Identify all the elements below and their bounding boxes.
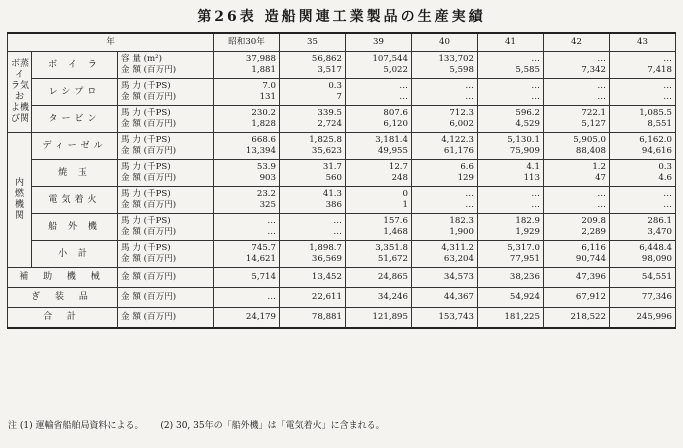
row-name: 船 外 機 [32, 214, 118, 241]
value: 4,529 [515, 119, 540, 129]
summary-value: 47,396 [544, 268, 610, 288]
value: 98,090 [641, 254, 672, 264]
value: … [597, 189, 606, 199]
value: 3,517 [317, 65, 342, 75]
value-cell [610, 160, 676, 187]
value: 36,569 [311, 254, 342, 264]
value-cell [478, 52, 544, 79]
summary-value: 245,996 [610, 308, 676, 328]
value-cell [610, 106, 676, 133]
value: … [663, 200, 672, 210]
value: 1,468 [383, 227, 408, 237]
summary-value: 34,246 [346, 288, 412, 308]
value: 51,672 [377, 254, 408, 264]
table-row [8, 214, 676, 241]
value-cell [478, 79, 544, 106]
value: 6,162.0 [639, 135, 672, 145]
value: … [531, 81, 540, 91]
value-cell [346, 106, 412, 133]
table-row [8, 79, 676, 106]
value: 1,929 [515, 227, 540, 237]
summary-value: 67,912 [544, 288, 610, 308]
group-label-line: よ機 [11, 103, 30, 113]
value-cell [214, 241, 280, 268]
value: 386 [325, 200, 342, 210]
item-label: 馬 力 (千PS) [121, 108, 171, 118]
value: … [465, 81, 474, 91]
summary-row [8, 308, 676, 328]
summary-value: 54,924 [478, 288, 544, 308]
header-row [8, 33, 676, 52]
value: 6,120 [383, 119, 408, 129]
row-items [118, 241, 214, 268]
item-label: 馬 力 (千PS) [121, 135, 171, 145]
value-cell [610, 52, 676, 79]
value: 47 [595, 173, 606, 183]
value: 325 [259, 200, 276, 210]
value: 182.9 [515, 216, 540, 226]
value-cell [214, 187, 280, 214]
value: 5,127 [581, 119, 606, 129]
value: 0.3 [328, 81, 342, 91]
year-header: 39 [346, 33, 412, 52]
value-cell [544, 160, 610, 187]
value: 4.6 [658, 173, 672, 183]
value-cell [346, 214, 412, 241]
value-cell [478, 187, 544, 214]
value: … [465, 189, 474, 199]
value: 6.6 [460, 162, 474, 172]
value-cell [478, 133, 544, 160]
value-cell [544, 187, 610, 214]
row-items [118, 187, 214, 214]
table-row [8, 133, 676, 160]
value: 5,022 [383, 65, 408, 75]
summary-item: 金 額 (百万円) [118, 308, 214, 328]
table-row [8, 106, 676, 133]
value: 49,955 [377, 146, 408, 156]
value: 88,408 [575, 146, 606, 156]
summary-label: ぎ 装 品 [8, 288, 118, 308]
value: 1,898.7 [309, 243, 342, 253]
value: 90,744 [575, 254, 606, 264]
value: … [399, 81, 408, 91]
item-label: 容 量 (m²) [121, 54, 162, 64]
value: 7 [336, 92, 342, 102]
summary-value: 77,346 [610, 288, 676, 308]
year-header: 41 [478, 33, 544, 52]
value: 745.7 [251, 243, 276, 253]
row-name: 電気着火 [32, 187, 118, 214]
value-cell [214, 214, 280, 241]
value: … [333, 227, 342, 237]
item-label: 金 額 (百万円) [121, 119, 177, 129]
value-cell [610, 214, 676, 241]
value-cell [214, 106, 280, 133]
value-cell [610, 79, 676, 106]
row-name: 焼 玉 [32, 160, 118, 187]
summary-value: 181,225 [478, 308, 544, 328]
item-label: 金 額 (百万円) [121, 200, 177, 210]
value-cell [544, 106, 610, 133]
item-label: 馬 力 (千PS) [121, 216, 171, 226]
value: 230.2 [251, 108, 276, 118]
value-cell [346, 160, 412, 187]
value-cell [544, 52, 610, 79]
footnote: 注 (1) 運輸省船舶局資料による。 [8, 421, 144, 431]
value: 131 [259, 92, 276, 102]
group-label-line: 内 [14, 178, 24, 188]
value-cell [412, 187, 478, 214]
table-title: 第26表 造船関連工業製品の生産実績 [197, 9, 486, 25]
value: 6,002 [449, 119, 474, 129]
summary-item: 金 額 (百万円) [118, 268, 214, 288]
value-cell [346, 187, 412, 214]
table-row [8, 241, 676, 268]
value: 35,623 [311, 146, 342, 156]
row-items [118, 106, 214, 133]
summary-row [8, 288, 676, 308]
value-cell [214, 160, 280, 187]
value: … [663, 92, 672, 102]
row-name: ディーゼル [32, 133, 118, 160]
value: 31.7 [322, 162, 342, 172]
value: 1 [402, 200, 408, 210]
value: … [597, 200, 606, 210]
value: … [531, 189, 540, 199]
value-cell [412, 241, 478, 268]
value: 129 [457, 173, 474, 183]
value: 1,825.8 [309, 135, 342, 145]
year-header: 43 [610, 33, 676, 52]
summary-label: 合 計 [8, 308, 118, 328]
value-cell [214, 133, 280, 160]
summary-value: 54,551 [610, 268, 676, 288]
item-label: 馬 力 (千PS) [121, 81, 171, 91]
row-items [118, 79, 214, 106]
value: 4.1 [526, 162, 540, 172]
value: 1,900 [449, 227, 474, 237]
year-header: 40 [412, 33, 478, 52]
value: 5,905.0 [573, 135, 606, 145]
value: … [663, 189, 672, 199]
summary-value: 13,452 [280, 268, 346, 288]
value: … [597, 92, 606, 102]
group-label-line: お [14, 92, 24, 102]
value-cell [214, 52, 280, 79]
value: 339.5 [317, 108, 342, 118]
value: 3,470 [647, 227, 672, 237]
value: 1,828 [251, 119, 276, 129]
summary-row [8, 268, 676, 288]
summary-value: 34,573 [412, 268, 478, 288]
value-cell [478, 160, 544, 187]
value-cell [544, 214, 610, 241]
value: 5,598 [449, 65, 474, 75]
value-cell [610, 133, 676, 160]
value: 6,116 [581, 243, 606, 253]
value: 209.8 [581, 216, 606, 226]
summary-label: 補 助 機 械 [8, 268, 118, 288]
value: 7.0 [262, 81, 276, 91]
value: 14,621 [245, 254, 276, 264]
value: 1,881 [251, 65, 276, 75]
value-cell [280, 52, 346, 79]
value: 2,724 [317, 119, 342, 129]
item-label: 金 額 (百万円) [121, 92, 177, 102]
value: … [333, 216, 342, 226]
value: 113 [523, 173, 540, 183]
value: 157.6 [383, 216, 408, 226]
row-items [118, 52, 214, 79]
value: 1.2 [592, 162, 606, 172]
value-cell [610, 241, 676, 268]
value: … [465, 200, 474, 210]
value: 94,616 [641, 146, 672, 156]
value: … [663, 54, 672, 64]
item-label: 金 額 (百万円) [121, 146, 177, 156]
value-cell [412, 160, 478, 187]
value: 248 [391, 173, 408, 183]
summary-item: 金 額 (百万円) [118, 288, 214, 308]
value: … [531, 92, 540, 102]
summary-value: 38,236 [478, 268, 544, 288]
value-cell [346, 52, 412, 79]
value: 4,122.3 [441, 135, 474, 145]
value: 1,085.5 [639, 108, 672, 118]
value: … [465, 92, 474, 102]
value: 668.6 [251, 135, 276, 145]
value: 286.1 [647, 216, 672, 226]
value: 63,204 [443, 254, 474, 264]
value-cell [280, 214, 346, 241]
item-label: 金 額 (百万円) [121, 173, 177, 183]
group-label-line: ボ蒸 [11, 59, 30, 69]
value-cell [280, 106, 346, 133]
group-label-line: イ [14, 70, 24, 80]
value: … [267, 227, 276, 237]
row-name: タービン [32, 106, 118, 133]
footnote: (2) 30, 35年の「船外機」は「電気着火」に含まれる。 [160, 421, 385, 431]
value-cell [478, 106, 544, 133]
table-row [8, 52, 676, 79]
value: 0 [402, 189, 408, 199]
group-label [8, 133, 32, 268]
value: 7,418 [647, 65, 672, 75]
item-label: 馬 力 (千PS) [121, 162, 171, 172]
value-cell [610, 187, 676, 214]
summary-value: 121,895 [346, 308, 412, 328]
item-label: 金 額 (百万円) [121, 65, 177, 75]
value: 560 [325, 173, 342, 183]
item-label: 馬 力 (千PS) [121, 243, 171, 253]
value: 182.3 [449, 216, 474, 226]
row-name: レシプロ [32, 79, 118, 106]
production-table [7, 32, 676, 329]
row-name: ボ イ ラ [32, 52, 118, 79]
group-label-line: 関 [14, 211, 24, 221]
footnotes [8, 418, 399, 431]
summary-value: … [214, 288, 280, 308]
value: 722.1 [581, 108, 606, 118]
value: 5,585 [515, 65, 540, 75]
value-cell [346, 79, 412, 106]
value: 12.7 [388, 162, 408, 172]
value: … [597, 81, 606, 91]
group-label-line: 燃 [14, 189, 24, 199]
value: … [597, 54, 606, 64]
value: … [531, 54, 540, 64]
value: 8,551 [647, 119, 672, 129]
value: 807.6 [383, 108, 408, 118]
value-cell [346, 133, 412, 160]
group-label [8, 52, 32, 133]
value-cell [412, 214, 478, 241]
table-body [8, 52, 676, 328]
value: … [399, 92, 408, 102]
value-cell [280, 79, 346, 106]
value-cell [412, 79, 478, 106]
value-cell [544, 133, 610, 160]
value: 75,909 [509, 146, 540, 156]
value: 712.3 [449, 108, 474, 118]
value: 77,951 [509, 254, 540, 264]
value: 4,311.2 [441, 243, 474, 253]
summary-value: 5,714 [214, 268, 280, 288]
value-cell [478, 214, 544, 241]
value: 133,702 [438, 54, 474, 64]
value: … [531, 200, 540, 210]
group-label-line: び関 [11, 114, 30, 124]
value: 5,130.1 [507, 135, 540, 145]
value: 37,988 [245, 54, 276, 64]
summary-value: 22,611 [280, 288, 346, 308]
value: 41.3 [322, 189, 342, 199]
year-header: 昭和30年 [214, 33, 280, 52]
value: 61,176 [443, 146, 474, 156]
value-cell [280, 160, 346, 187]
summary-value: 218,522 [544, 308, 610, 328]
table-row [8, 160, 676, 187]
value: 0.3 [658, 162, 672, 172]
summary-value: 153,743 [412, 308, 478, 328]
row-items [118, 133, 214, 160]
value-cell [544, 79, 610, 106]
row-items [118, 214, 214, 241]
value: 53.9 [256, 162, 276, 172]
value-cell [478, 241, 544, 268]
group-label-line: 機 [14, 200, 24, 210]
value: 903 [259, 173, 276, 183]
value-cell [412, 133, 478, 160]
value-cell [544, 241, 610, 268]
value-cell [412, 52, 478, 79]
value: 5,317.0 [507, 243, 540, 253]
item-label: 金 額 (百万円) [121, 254, 177, 264]
value-cell [346, 241, 412, 268]
value: … [663, 81, 672, 91]
value: 2,289 [581, 227, 606, 237]
summary-value: 44,367 [412, 288, 478, 308]
value-cell [280, 187, 346, 214]
value: 56,862 [311, 54, 342, 64]
value: 23.2 [256, 189, 276, 199]
summary-value: 24,865 [346, 268, 412, 288]
row-items [118, 160, 214, 187]
summary-value: 24,179 [214, 308, 280, 328]
value-cell [412, 106, 478, 133]
year-header: 42 [544, 33, 610, 52]
value: 596.2 [515, 108, 540, 118]
value: 3,181.4 [375, 135, 408, 145]
year-label: 年 [8, 33, 214, 52]
value-cell [280, 241, 346, 268]
value: 107,544 [372, 54, 408, 64]
summary-value: 78,881 [280, 308, 346, 328]
group-label-line: ラ気 [11, 81, 30, 91]
value-cell [280, 133, 346, 160]
item-label: 馬 力 (千PS) [121, 189, 171, 199]
value-cell [214, 79, 280, 106]
value: … [267, 216, 276, 226]
value: 6,448.4 [639, 243, 672, 253]
item-label: 金 額 (百万円) [121, 227, 177, 237]
table-row [8, 187, 676, 214]
value: 3,351.8 [375, 243, 408, 253]
row-name: 小 計 [32, 241, 118, 268]
value: 13,394 [245, 146, 276, 156]
year-header: 35 [280, 33, 346, 52]
value: 7,342 [581, 65, 606, 75]
